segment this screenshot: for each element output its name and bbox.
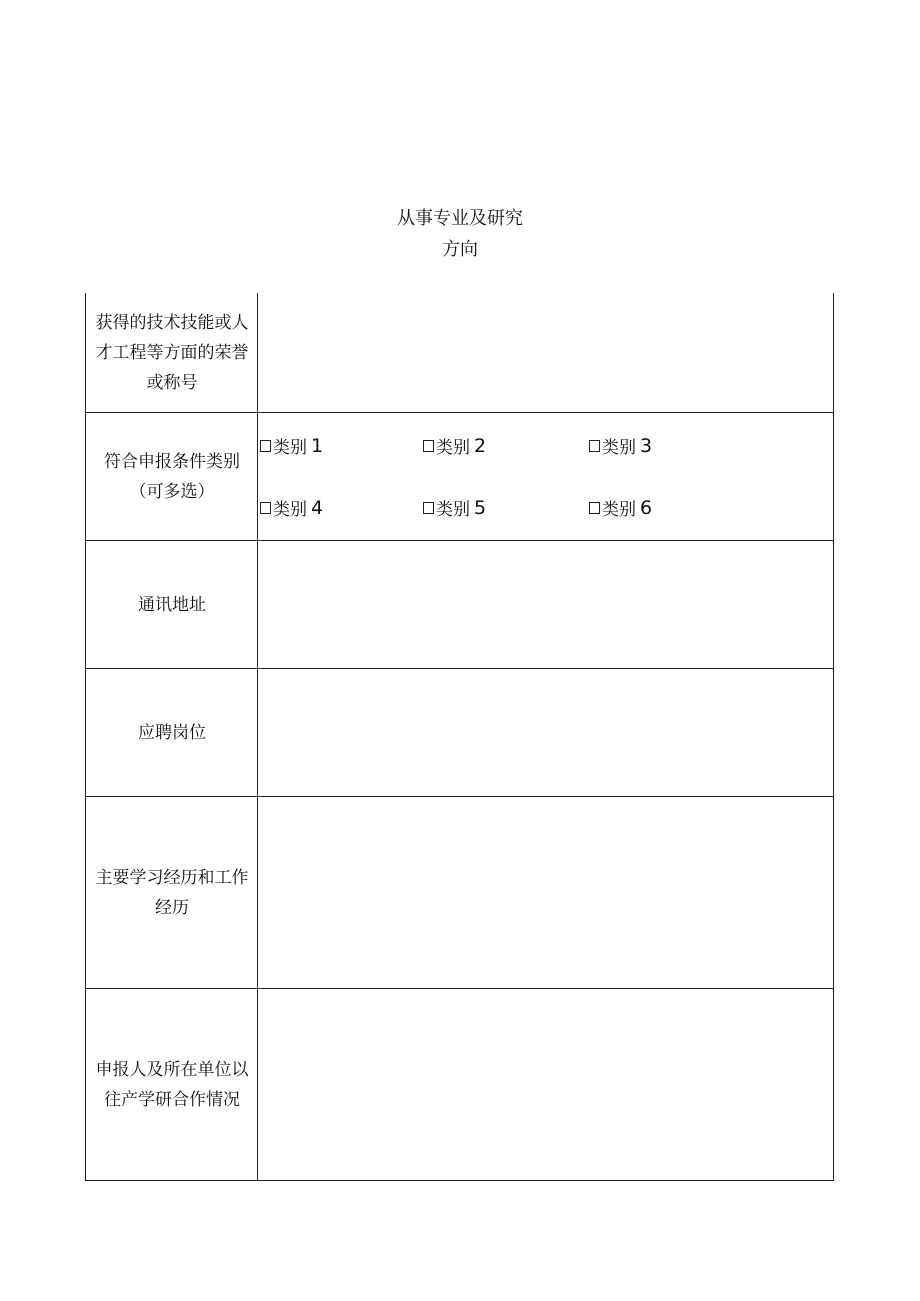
label-history-line-1: 主要学习经历和工作 xyxy=(95,867,249,888)
section-title-line-2: 方向 xyxy=(442,239,478,260)
category-option-2[interactable] xyxy=(423,433,486,458)
category-option-5[interactable] xyxy=(423,495,486,520)
label-cooperation-line-2: 往产学研合作情况 xyxy=(104,1089,240,1110)
value-position[interactable] xyxy=(258,669,833,796)
category-number: 4 xyxy=(311,496,324,519)
category-option-4[interactable] xyxy=(260,495,323,520)
label-address-text: 通讯地址 xyxy=(138,594,206,615)
label-honors-line-3: 或称号 xyxy=(146,372,198,393)
checkbox-icon[interactable] xyxy=(260,502,271,514)
category-option-3[interactable] xyxy=(589,433,652,458)
category-label: 类别 xyxy=(273,500,307,520)
label-categories-line-2: （可多选） xyxy=(129,481,215,502)
checkbox-icon[interactable] xyxy=(423,502,434,514)
label-categories xyxy=(86,413,258,540)
application-form-table xyxy=(85,293,834,1181)
label-cooperation-line-1: 申报人及所在单位以 xyxy=(95,1059,249,1080)
label-history-line-2: 经历 xyxy=(155,897,189,918)
category-label: 类别 xyxy=(602,500,636,520)
value-cooperation[interactable] xyxy=(258,989,833,1180)
table-bottom-border xyxy=(85,1180,834,1181)
category-number: 6 xyxy=(640,496,653,519)
value-honors[interactable] xyxy=(258,293,833,412)
label-cooperation xyxy=(86,989,258,1180)
value-history[interactable] xyxy=(258,797,833,988)
label-position xyxy=(86,669,258,796)
category-number: 5 xyxy=(474,496,487,519)
category-label: 类别 xyxy=(602,438,636,458)
label-honors-line-2: 才工程等方面的荣誉 xyxy=(95,342,249,363)
category-number: 1 xyxy=(311,434,324,457)
section-title xyxy=(300,203,620,265)
category-label: 类别 xyxy=(436,500,470,520)
label-position-text: 应聘岗位 xyxy=(138,722,206,743)
label-address xyxy=(86,541,258,668)
label-categories-line-1: 符合申报条件类别 xyxy=(104,451,240,472)
category-option-6[interactable] xyxy=(589,495,652,520)
category-label: 类别 xyxy=(436,438,470,458)
checkbox-icon[interactable] xyxy=(423,440,434,452)
label-honors-line-1: 获得的技术技能或人 xyxy=(95,312,249,333)
checkbox-icon[interactable] xyxy=(589,502,600,514)
category-option-1[interactable] xyxy=(260,433,323,458)
category-label: 类别 xyxy=(273,438,307,458)
label-honors xyxy=(86,293,258,412)
table-right-border xyxy=(833,293,834,1181)
category-number: 3 xyxy=(640,434,653,457)
checkbox-icon[interactable] xyxy=(260,440,271,452)
section-title-line-1: 从事专业及研究 xyxy=(397,208,523,229)
category-number: 2 xyxy=(474,434,487,457)
value-address[interactable] xyxy=(258,541,833,668)
checkbox-icon[interactable] xyxy=(589,440,600,452)
label-history xyxy=(86,797,258,988)
